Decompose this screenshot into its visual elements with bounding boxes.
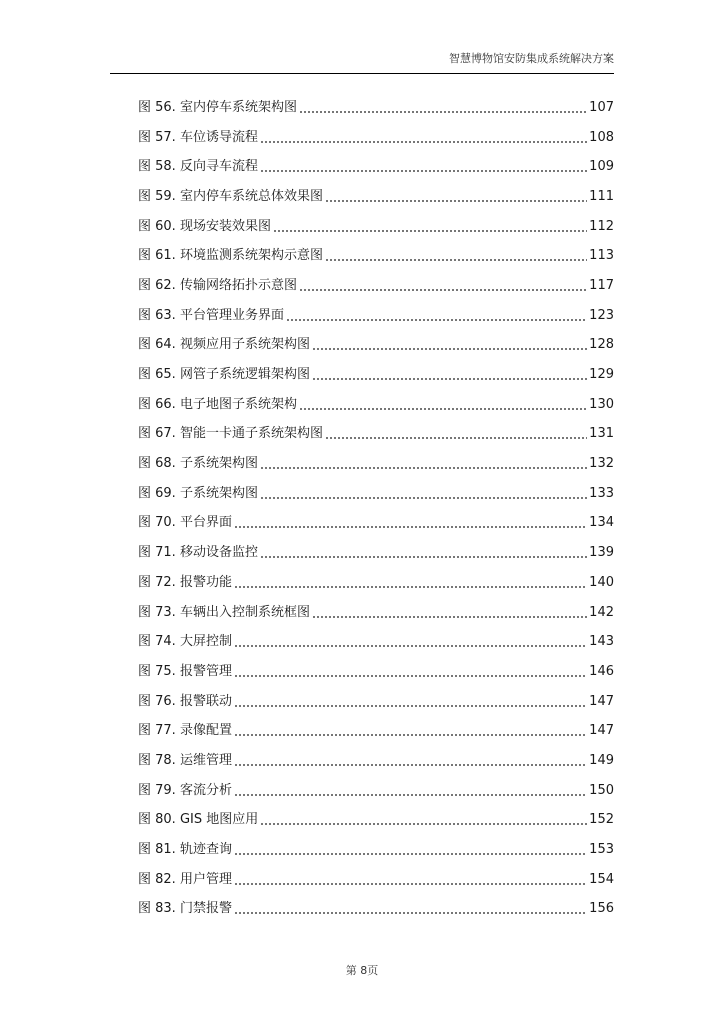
- toc-entry[interactable]: [138, 716, 614, 746]
- toc-dot-leader: [325, 258, 587, 262]
- toc-entry-title: 图 63. 平台管理业务界面: [138, 307, 284, 323]
- toc-entry-page: 156: [589, 901, 614, 917]
- toc-entry-page: 153: [589, 842, 614, 858]
- toc-entry-title: 图 65. 网管子系统逻辑架构图: [138, 367, 310, 383]
- toc-dot-leader: [286, 318, 587, 322]
- toc-entry-title: 图 66. 电子地图子系统架构: [138, 396, 297, 412]
- toc-entry-page: 113: [589, 248, 614, 264]
- toc-entry-title: 图 74. 大屏控制: [138, 634, 232, 650]
- toc-entry-page: 117: [589, 277, 614, 293]
- toc-dot-leader: [234, 733, 587, 737]
- toc-dot-leader: [234, 911, 587, 915]
- toc-dot-leader: [260, 822, 587, 826]
- toc-entry-title: 图 61. 环境监测系统架构示意图: [138, 248, 323, 264]
- toc-dot-leader: [234, 763, 587, 767]
- toc-entry-page: 150: [589, 782, 614, 798]
- toc-entry[interactable]: [138, 895, 614, 925]
- figure-index-list: [138, 93, 614, 924]
- toc-entry[interactable]: [138, 479, 614, 509]
- page-header: [110, 50, 614, 66]
- toc-entry-title: 图 58. 反向寻车流程: [138, 159, 258, 175]
- toc-entry-title: 图 81. 轨迹查询: [138, 842, 232, 858]
- toc-entry[interactable]: [138, 627, 614, 657]
- toc-entry[interactable]: [138, 835, 614, 865]
- toc-entry-page: 132: [589, 456, 614, 472]
- toc-dot-leader: [234, 793, 587, 797]
- toc-entry-title: 图 73. 车辆出入控制系统框图: [138, 604, 310, 620]
- toc-entry-title: 图 70. 平台界面: [138, 515, 232, 531]
- toc-entry[interactable]: [138, 687, 614, 717]
- toc-entry-page: 131: [589, 426, 614, 442]
- toc-dot-leader: [312, 377, 587, 381]
- toc-entry-page: 140: [589, 574, 614, 590]
- toc-dot-leader: [234, 585, 587, 589]
- page-number: 第 8页: [345, 964, 379, 977]
- toc-dot-leader: [234, 525, 587, 529]
- toc-entry[interactable]: [138, 420, 614, 450]
- toc-entry[interactable]: [138, 152, 614, 182]
- toc-entry-page: 112: [589, 218, 614, 234]
- toc-entry-page: 139: [589, 545, 614, 561]
- toc-dot-leader: [260, 496, 587, 500]
- toc-entry-title: 图 71. 移动设备监控: [138, 545, 258, 561]
- toc-entry[interactable]: [138, 390, 614, 420]
- toc-entry[interactable]: [138, 449, 614, 479]
- toc-entry[interactable]: [138, 598, 614, 628]
- toc-entry-page: 147: [589, 693, 614, 709]
- toc-dot-leader: [325, 199, 587, 203]
- toc-entry-page: 107: [589, 99, 614, 115]
- toc-dot-leader: [299, 407, 587, 411]
- page-footer: [0, 962, 724, 978]
- toc-entry[interactable]: [138, 123, 614, 153]
- header-divider: [110, 73, 614, 74]
- toc-dot-leader: [260, 140, 587, 144]
- toc-entry[interactable]: [138, 301, 614, 331]
- toc-entry-title: 图 60. 现场安装效果图: [138, 218, 271, 234]
- toc-entry-page: 108: [589, 129, 614, 145]
- toc-dot-leader: [312, 615, 587, 619]
- toc-entry-title: 图 77. 录像配置: [138, 723, 232, 739]
- toc-entry-title: 图 69. 子系统架构图: [138, 485, 258, 501]
- toc-entry-title: 图 67. 智能一卡通子系统架构图: [138, 426, 323, 442]
- toc-entry-page: 146: [589, 663, 614, 679]
- toc-entry[interactable]: [138, 806, 614, 836]
- toc-entry[interactable]: [138, 746, 614, 776]
- toc-entry[interactable]: [138, 212, 614, 242]
- toc-dot-leader: [234, 674, 587, 678]
- toc-entry-title: 图 82. 用户管理: [138, 871, 232, 887]
- toc-entry-page: 111: [589, 188, 614, 204]
- toc-entry[interactable]: [138, 271, 614, 301]
- toc-entry-page: 152: [589, 812, 614, 828]
- toc-dot-leader: [299, 110, 587, 114]
- toc-entry-title: 图 72. 报警功能: [138, 574, 232, 590]
- toc-entry-title: 图 80. GIS 地图应用: [138, 812, 259, 828]
- toc-dot-leader: [234, 704, 587, 708]
- toc-entry[interactable]: [138, 865, 614, 895]
- toc-entry-title: 图 83. 门禁报警: [138, 901, 232, 917]
- toc-entry-title: 图 76. 报警联动: [138, 693, 232, 709]
- toc-entry[interactable]: [138, 509, 614, 539]
- toc-entry[interactable]: [138, 568, 614, 598]
- toc-entry-title: 图 57. 车位诱导流程: [138, 129, 258, 145]
- toc-entry[interactable]: [138, 538, 614, 568]
- toc-dot-leader: [273, 229, 587, 233]
- toc-dot-leader: [312, 347, 587, 351]
- toc-dot-leader: [234, 644, 587, 648]
- toc-entry[interactable]: [138, 360, 614, 390]
- toc-entry-page: 130: [589, 396, 614, 412]
- toc-dot-leader: [234, 882, 587, 886]
- toc-entry-title: 图 78. 运维管理: [138, 752, 232, 768]
- toc-entry[interactable]: [138, 331, 614, 361]
- toc-entry[interactable]: [138, 93, 614, 123]
- toc-entry-title: 图 56. 室内停车系统架构图: [138, 99, 297, 115]
- toc-entry-page: 149: [589, 752, 614, 768]
- toc-dot-leader: [299, 288, 587, 292]
- toc-entry-page: 128: [589, 337, 614, 353]
- toc-entry-title: 图 68. 子系统架构图: [138, 456, 258, 472]
- toc-entry-page: 129: [589, 367, 614, 383]
- toc-entry-page: 134: [589, 515, 614, 531]
- toc-entry[interactable]: [138, 182, 614, 212]
- toc-dot-leader: [325, 436, 587, 440]
- toc-entry[interactable]: [138, 657, 614, 687]
- toc-entry[interactable]: [138, 241, 614, 271]
- toc-entry-title: 图 62. 传输网络拓扑示意图: [138, 277, 297, 293]
- toc-dot-leader: [260, 555, 587, 559]
- toc-entry-title: 图 75. 报警管理: [138, 663, 232, 679]
- toc-entry-title: 图 79. 客流分析: [138, 782, 232, 798]
- toc-dot-leader: [234, 852, 587, 856]
- toc-entry[interactable]: [138, 776, 614, 806]
- toc-entry-page: 143: [589, 634, 614, 650]
- toc-entry-page: 109: [589, 159, 614, 175]
- toc-entry-page: 123: [589, 307, 614, 323]
- document-title: 智慧博物馆安防集成系统解决方案: [449, 52, 614, 65]
- toc-entry-page: 147: [589, 723, 614, 739]
- toc-entry-page: 133: [589, 485, 614, 501]
- toc-entry-title: 图 59. 室内停车系统总体效果图: [138, 188, 323, 204]
- toc-dot-leader: [260, 169, 587, 173]
- toc-entry-page: 154: [589, 871, 614, 887]
- toc-dot-leader: [260, 466, 587, 470]
- toc-entry-page: 142: [589, 604, 614, 620]
- toc-entry-title: 图 64. 视频应用子系统架构图: [138, 337, 310, 353]
